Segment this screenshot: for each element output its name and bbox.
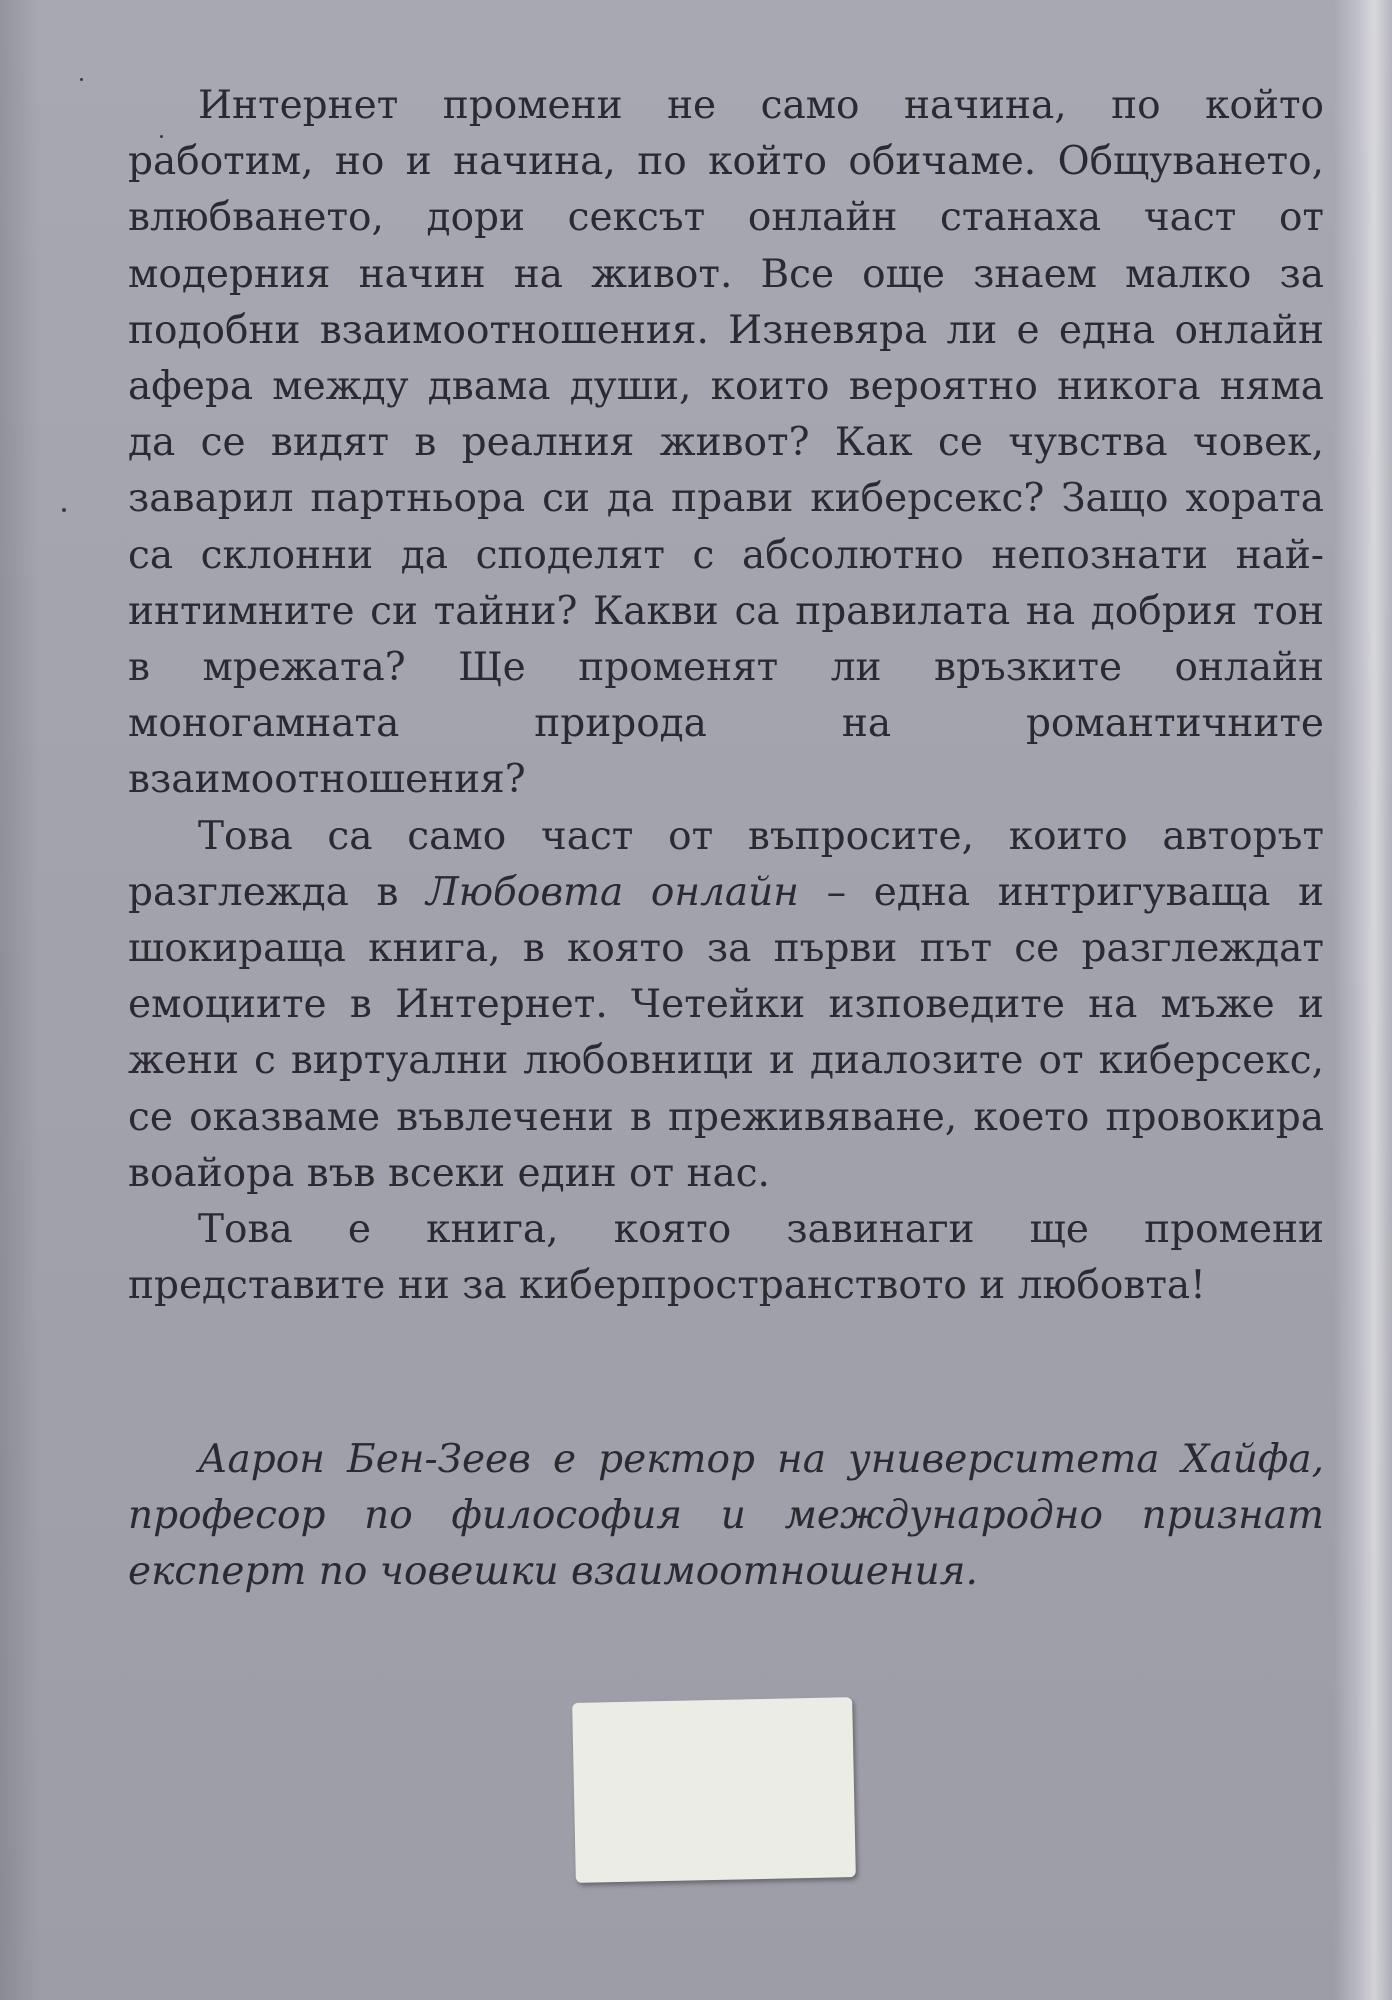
blurb-paragraph-2	[128, 809, 1324, 1202]
blurb-text	[128, 78, 1324, 1314]
price-sticker	[572, 1697, 856, 1883]
blurb-paragraph-3: Това е книга, която завинаги ще промени представите ни за киберпространството и любовта!	[128, 1207, 1324, 1309]
blurb-paragraph-2-end: – една интригуваща и шокираща книга, в която за първи път се разглеждат емоциите в Интернет. Четейки изповедите на мъже и жени с виртуални любовници и диалозите от киберсекс, се оказваме въвлечени в преживяване, което провокира воайора във всеки един от нас.	[128, 869, 1324, 1196]
dust-speck	[62, 508, 66, 512]
blurb-paragraph-1: Интернет промени не само начина, по който работим, но и начина, по който обичаме. Общуването, влюбването, дори сексът онлайн станаха част от модерния начин на живот. Все още знаем малко за подобни взаимоотношения. Изневяра ли е една онлайн афера между двама души, които вероятно никога няма да се видят в реалния живот? Как се чувства човек, заварил партньора си да прави киберсекс? Защо хората са склонни да споделят с абсолютно непознати най-интимните си тайни? Какви са правилата на добрия тон в мрежата? Ще променят ли връзките онлайн моногамната природа на романтичните взаимоотношения?	[128, 83, 1324, 803]
blurb-paragraph-2-start: Това са само част от въпросите, които авторът разглежда в	[128, 813, 1324, 915]
author-bio: Аарон Бен-Зеев е ректор на университета Хайфа, професор по философия и международно признат експерт по човешки взаимоотношения.	[128, 1437, 1324, 1595]
cover-glare	[1334, 0, 1392, 2000]
cover-edge-shadow	[0, 0, 40, 2000]
dust-speck	[80, 78, 83, 81]
book-title-italic: Любовта онлайн	[426, 869, 799, 915]
